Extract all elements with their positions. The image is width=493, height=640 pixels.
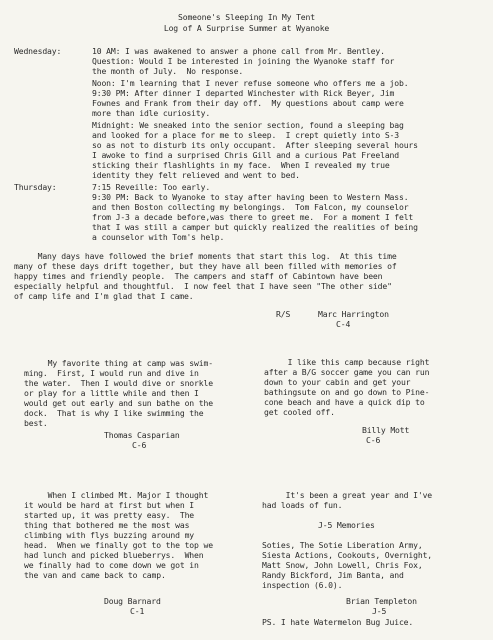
signature-role: R/S	[276, 309, 291, 319]
wednesday-line: 9:30 PM: After dinner I departed Winchester with Rick Beyer, Jim	[92, 88, 395, 98]
wednesday-line: Fownes and Frank from their day off. My questions about camp were	[92, 98, 404, 108]
entry-cabin: J-5	[372, 606, 387, 616]
entry-line: cone beach and have a quick dip to	[264, 397, 425, 407]
wednesday-line: more than idle curiosity.	[92, 108, 211, 118]
entry-author: Billy Mott	[362, 425, 410, 435]
entry-line: had lunch and picked blueberrys. When	[24, 550, 204, 560]
entry-heading: J-5 Memories	[318, 520, 375, 530]
entry-line: dock. That is why I like swimming the	[24, 408, 204, 418]
entry-line: after a B/G soccer game you can run	[264, 367, 430, 377]
signature-name: Marc Harrington	[318, 309, 389, 319]
wednesday-line: so as not to disturb its only occupant. After sleeping several hours	[92, 140, 418, 150]
entry-line: the van and came back to camp.	[24, 570, 166, 580]
thursday-line: and then Boston collecting my belongings. Tom Falcon, my counselor	[92, 202, 409, 212]
entry-line: down to your cabin and get your	[264, 377, 411, 387]
entry-cabin: C-6	[132, 440, 147, 450]
entry-line: head. When we finally got to the top we	[24, 540, 213, 550]
memory-line: Siesta Actions, Cookouts, Overnight,	[262, 550, 433, 560]
entry-line: When I climbed Mt. Major I thought	[24, 490, 209, 500]
closing-line: of camp life and I'm glad that I came.	[14, 291, 194, 301]
wednesday-line: sticking their flashlights in my face. When I revealed my true	[92, 160, 390, 170]
closing-line: happy times and friendly people. The campers and staff of Cabintown have been	[14, 271, 383, 281]
entry-line: climbing with flys buzzing around my	[24, 530, 195, 540]
wednesday-line: identity they felt relieved and went to bed.	[92, 170, 300, 180]
memory-line: Randy Bickford, Jim Banta, and	[262, 570, 404, 580]
entry-line: would get out early and sun bathe on the	[24, 398, 213, 408]
closing-line: Many days have followed the brief moments that start this log. At this time	[14, 251, 397, 261]
entry-line: started up, it was pretty easy. The	[24, 510, 195, 520]
thursday-line: 9:30 PM: Back to Wyanoke to stay after having been to Western Mass.	[92, 192, 409, 202]
wednesday-label: Wednesday:	[14, 46, 62, 56]
entry-author: Brian Templeton	[346, 596, 417, 606]
entry-line: or play for a little while and then I	[24, 388, 199, 398]
wednesday-line: Question: Would I be interested in joining the Wyanoke staff for	[92, 56, 395, 66]
wednesday-line: Midnight: We sneaked into the senior section, found a sleeping bag	[92, 120, 404, 130]
entry-line: the water. Then I would dive or snorkle	[24, 378, 213, 388]
thursday-line: a counselor with Tom's help.	[92, 232, 225, 242]
thursday-line: that I was still a camper but quickly realized the realities of being	[92, 222, 418, 232]
entry-postscript: PS. I hate Watermelon Bug Juice.	[262, 617, 414, 627]
closing-line: especially helpful and thoughtful. I now feel that I have seen "The other side"	[14, 281, 392, 291]
entry-line: best.	[24, 418, 48, 428]
entry-cabin: C-6	[366, 435, 381, 445]
wednesday-line: Noon: I'm learning that I never refuse someone who offers me a job.	[92, 78, 409, 88]
closing-line: many of these days drift together, but they have all been filled with memories of	[14, 261, 397, 271]
thursday-line: 7:15 Reveille: Too early.	[92, 182, 211, 192]
page-title: Someone's Sleeping In My Tent	[178, 12, 315, 22]
memory-line: Matt Snow, John Lowell, Chris Fox,	[262, 560, 423, 570]
entry-line: thing that bothered me the most was	[24, 520, 190, 530]
entry-cabin: C-1	[130, 606, 145, 616]
entry-line: it would be hard at first but when I	[24, 500, 195, 510]
page-subtitle: Log of A Surprise Summer at Wyanoke	[163, 23, 330, 33]
wednesday-line: the month of July. No response.	[92, 66, 244, 76]
entry-line: It's been a great year and I've	[262, 490, 433, 500]
signature-cabin: C-4	[336, 319, 351, 329]
wednesday-line: I awoke to find a surprised Chris Gill and a curious Pat Freeland	[92, 150, 399, 160]
entry-line: had loads of fun.	[262, 500, 343, 510]
entry-line: bathingsute on and go down to Pine-	[264, 387, 430, 397]
wednesday-line: 10 AM: I was awakened to answer a phone call from Mr. Bentley.	[92, 46, 385, 56]
entry-line: we finally had to come down we got in	[24, 560, 199, 570]
memory-line: Soties, The Sotie Liberation Army,	[262, 540, 423, 550]
thursday-line: from J-3 a decade before,was there to greet me. For a moment I felt	[92, 212, 414, 222]
wednesday-line: and looked for a place for me to sleep. I crept quietly into S-3	[92, 130, 399, 140]
entry-line: ming. First, I would run and dive in	[24, 368, 199, 378]
memory-line: inspection (6.0).	[262, 580, 343, 590]
entry-line: I like this camp because right	[264, 357, 430, 367]
entry-line: My favorite thing at camp was swim-	[24, 358, 213, 368]
entry-line: get cooled off.	[264, 407, 335, 417]
entry-author: Doug Barnard	[104, 596, 161, 606]
thursday-label: Thursday:	[14, 182, 57, 192]
entry-author: Thomas Casparian	[104, 430, 180, 440]
